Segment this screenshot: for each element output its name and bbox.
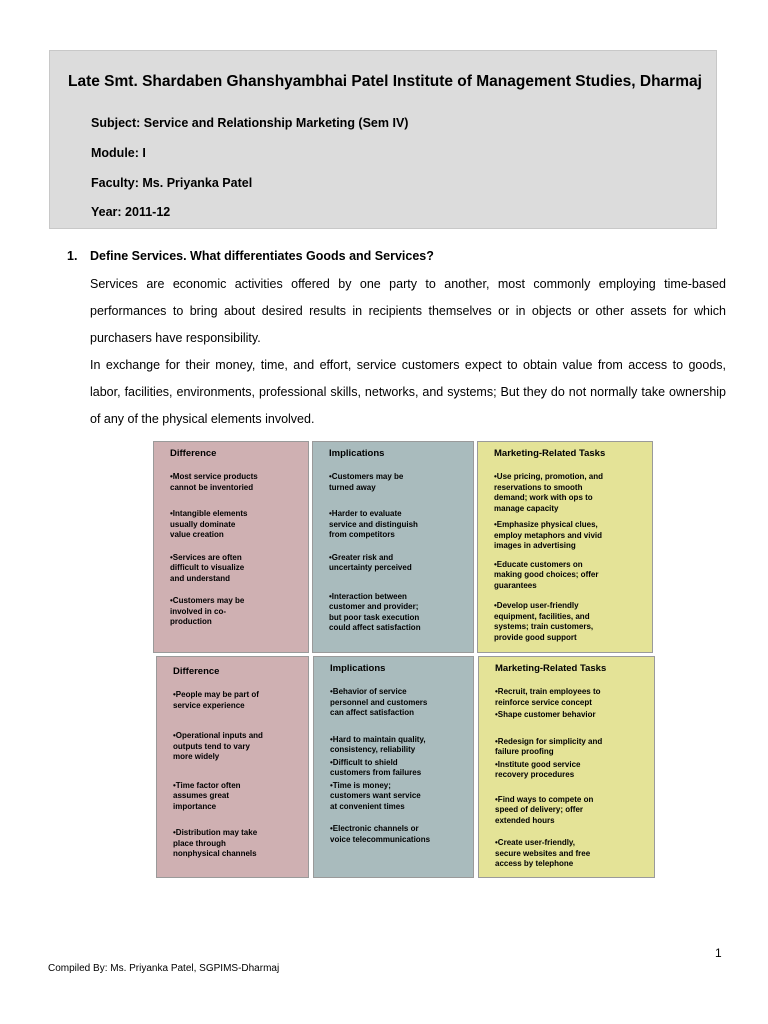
implications-panel-top bbox=[312, 441, 474, 653]
panel-item: •Recruit, train employees to reinforce service concept bbox=[495, 687, 601, 707]
panel-item: •Harder to evaluate service and distinguish from competitors bbox=[329, 509, 418, 539]
question-title: Define Services. What differentiates Goods and Services? bbox=[90, 249, 434, 263]
institute-title: Late Smt. Shardaben Ghanshyambhai Patel Institute of Management Studies, Dharmaj bbox=[68, 73, 702, 90]
panel-item: •Behavior of service personnel and customers can affect satisfaction bbox=[330, 687, 428, 717]
year-line: Year: 2011-12 bbox=[91, 205, 171, 219]
difference-panel-top bbox=[153, 441, 309, 653]
panel-item: •Use pricing, promotion, and reservations to smooth demand; work with ops to manage capacity bbox=[494, 472, 604, 513]
panel-item: •Educate customers on making good choices; offer guarantees bbox=[494, 559, 599, 590]
question-number: 1. bbox=[67, 249, 78, 263]
panel-item: •Interaction between customer and provider; but poor task execution could affect satisfaction bbox=[329, 591, 421, 632]
panel-item: •Operational inputs and outputs tend to vary more widely bbox=[173, 731, 263, 761]
subject-line: Subject: Service and Relationship Marketing (Sem IV) bbox=[91, 116, 409, 130]
panel-item: •Redesign for simplicity and failure proofing bbox=[495, 736, 603, 756]
panel-item: •Create user-friendly, secure websites and free access by telephone bbox=[495, 838, 591, 868]
panel-heading: Implications bbox=[330, 663, 386, 674]
panel-heading: Implications bbox=[329, 448, 385, 459]
tasks-panel-bottom bbox=[478, 656, 655, 878]
panel-item: •Time is money; customers want service at convenient times bbox=[330, 780, 421, 811]
panel-item: •Institute good service recovery procedures bbox=[495, 759, 581, 779]
exchange-paragraph: In exchange for their money, time, and effort, service customers expect to obtain value from access to goods, labor, facilities, environments, professional skills, networks, and systems; But they do not normally take ownership of any of the physical elements involved. bbox=[90, 358, 726, 426]
implications-panel-bottom bbox=[313, 656, 474, 878]
panel-item: •Distribution may take place through nonphysical channels bbox=[173, 828, 258, 858]
panel-item: •Services are often difficult to visualize and understand bbox=[170, 552, 245, 583]
panel-item: •Emphasize physical clues, employ metaphors and vivid images in advertising bbox=[494, 520, 603, 550]
panel-item: •Develop user-friendly equipment, facilities, and systems; train customers, provide good support bbox=[494, 601, 594, 642]
definition-paragraph: Services are economic activities offered by one party to another, most commonly employing time-based performances to bring about desired results in recipients themselves or in objects or other assets for which purchasers have responsibility. bbox=[90, 277, 726, 345]
difference-panel-bottom bbox=[156, 656, 309, 878]
panel-item: •Shape customer behavior bbox=[495, 710, 596, 719]
panel-heading: Marketing-Related Tasks bbox=[495, 663, 607, 674]
panel-item: •Customers may be involved in co- production bbox=[170, 596, 245, 626]
faculty-line: Faculty: Ms. Priyanka Patel bbox=[91, 176, 253, 190]
panel-heading: Marketing-Related Tasks bbox=[494, 448, 606, 459]
document-header bbox=[49, 50, 717, 229]
panel-item: •Difficult to shield customers from failures bbox=[330, 757, 422, 777]
page-number: 1 bbox=[715, 946, 722, 960]
tasks-panel-top bbox=[477, 441, 653, 653]
panel-heading: Difference bbox=[173, 666, 220, 677]
panel-item: •Greater risk and uncertainty perceived bbox=[329, 552, 412, 572]
panel-item: •Hard to maintain quality, consistency, reliability bbox=[330, 734, 426, 754]
compiled-by-footer: Compiled By: Ms. Priyanka Patel, SGPIMS-Dharmaj bbox=[48, 963, 280, 974]
panel-item: •Intangible elements usually dominate value creation bbox=[170, 509, 248, 539]
panel-item: •Find ways to compete on speed of delivery; offer extended hours bbox=[495, 794, 594, 825]
panel-item: •Time factor often assumes great importance bbox=[173, 780, 241, 811]
panel-item: •Most service products cannot be inventoried bbox=[170, 472, 258, 492]
module-line: Module: I bbox=[91, 146, 146, 160]
panel-item: •Electronic channels or voice telecommunications bbox=[330, 824, 431, 844]
panel-heading: Difference bbox=[170, 448, 217, 459]
panel-item: •People may be part of service experience bbox=[173, 690, 259, 710]
panel-item: •Customers may be turned away bbox=[329, 472, 404, 492]
